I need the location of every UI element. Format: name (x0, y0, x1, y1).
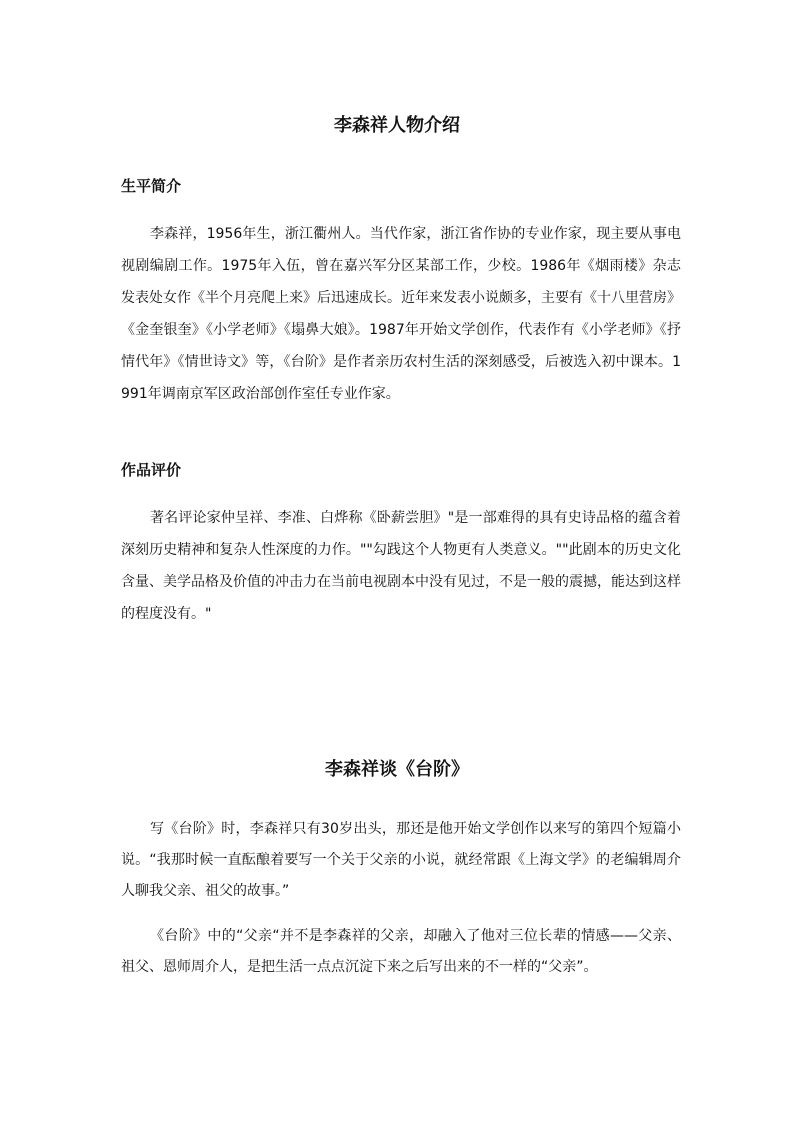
heading-review: 作品评价 (121, 461, 182, 479)
paragraph-interview-2: 《台阶》中的“父亲“并不是李森祥的父亲，却融入了他对三位长辈的情感——父亲、祖父、恩师周介人，是把生活一点点沉淀下来之后写出来的不一样的“父亲”。 (121, 928, 681, 975)
paragraph-biography: 李森祥，1956年生，浙江衢州人。当代作家，浙江省作协的专业作家，现主要从事电视剧编剧工作。1975年入伍，曾在嘉兴军分区某部工作，少校。1986年《烟雨楼》杂志发表处女作《半个月亮爬上来》后迅速成长。近年来发表小说颇多，主要有《十八里营房》《金奎银奎》《小学老师》《塌鼻大娘》。1987年开始文学创作，代表作有《小学老师》《抒情代年》《情世诗文》等，《台阶》是作者亲历农村生活的深刻感受，后被选入初中课本。1991年调南京军区政治部创作室任专业作家。 (121, 226, 681, 402)
section-title-profile: 李森祥人物介绍 (334, 115, 460, 136)
paragraph-interview-1: 写《台阶》时，李森祥只有30岁出头，那还是他开始文学创作以来写的第四个短篇小说。“我那时候一直酝酿着要写一个关于父亲的小说，就经常跟《上海文学》的老编辑周介人聊我父亲、祖父的故事。” (121, 821, 681, 899)
heading-biography: 生平简介 (121, 177, 182, 195)
paragraph-review: 著名评论家仲呈祥、李准、白烨称《卧薪尝胆》"是一部难得的具有史诗品格的蕴含着深刻历史精神和复杂人性深度的力作。""勾践这个人物更有人类意义。""此剧本的历史文化含量、美学品格及价值的冲击力在当前电视剧本中没有见过，不是一般的震撼，能达到这样的程度没有。" (121, 510, 681, 622)
section-title-interview: 李森祥谈《台阶》 (325, 759, 469, 780)
